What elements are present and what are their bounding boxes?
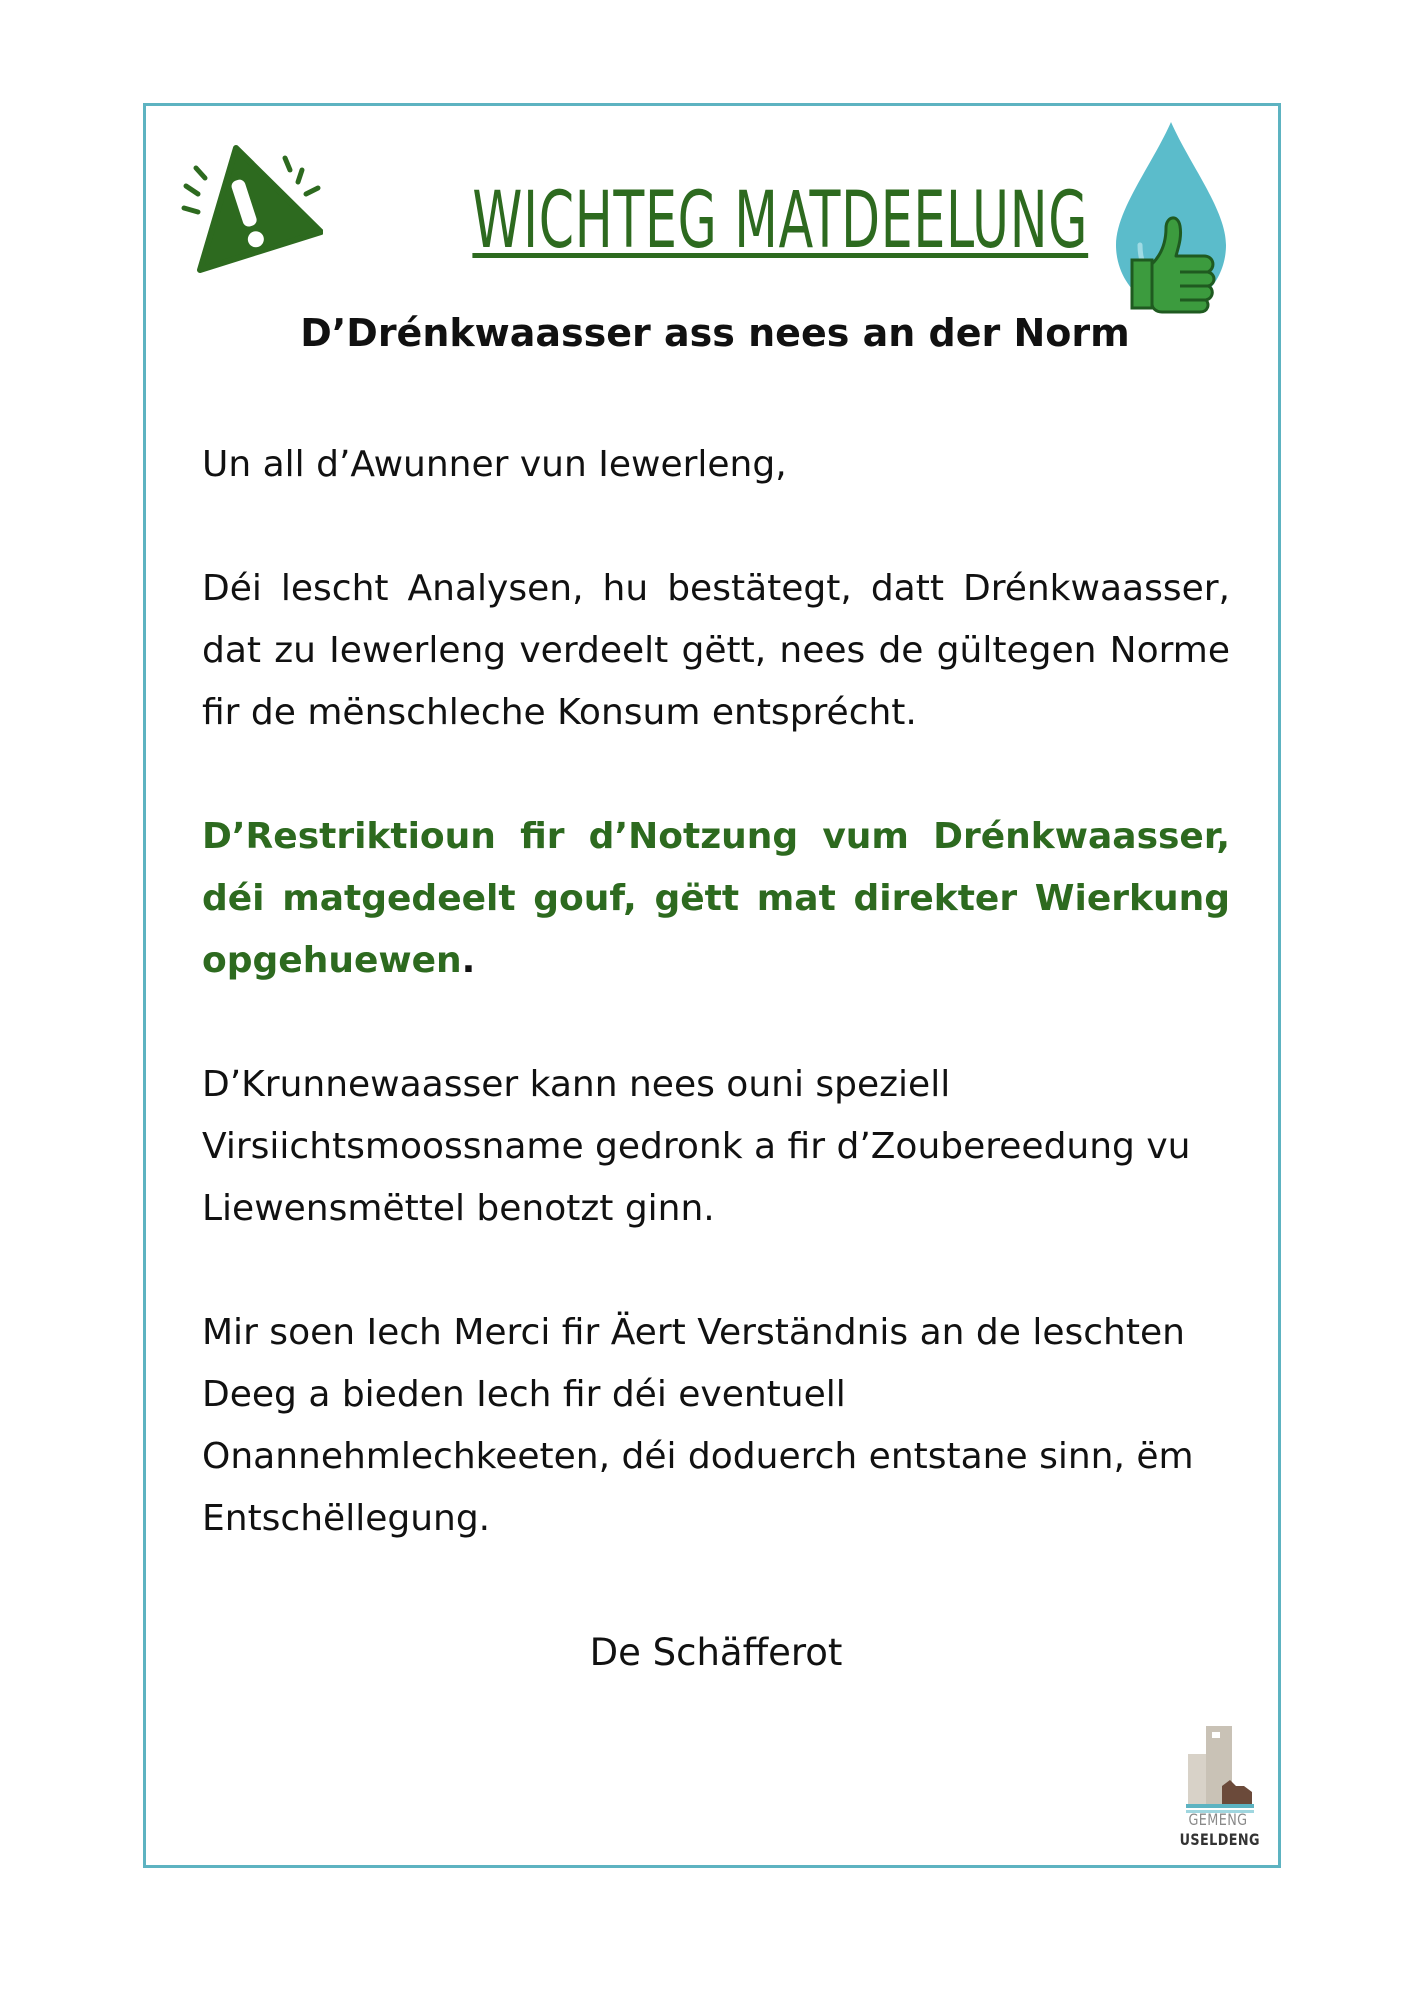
logo-text-gemeng: GEMENG bbox=[1188, 1810, 1248, 1829]
restriction-period: . bbox=[461, 940, 476, 981]
signature: De Schäfferot bbox=[589, 1631, 843, 1674]
greeting: Un all d’Awunner vun Iewerleng, bbox=[202, 444, 787, 485]
water-drop-thumbs-up-icon bbox=[1112, 120, 1230, 315]
paragraph-tap-water: D’Krunnewaasser kann nees ouni speziell Virsiichtsmoossname gedronk a fir d’Zoubereedung vu Liewensmëttel benotzt ginn. bbox=[202, 1064, 1191, 1229]
paragraph-analysis: Déi lescht Analysen, hu bestätegt, datt Drénkwaasser, dat zu Iewerleng verdeelt gëtt, nees de gültegen Norme fir de mënschleche Konsum entsprécht. bbox=[202, 568, 1230, 733]
restriction-highlight: D’Restriktioun fir d’Notzung vum Drénkwaasser, déi matgedeelt gouf, gëtt mat direkter Wierkung opgehuewen bbox=[202, 816, 1230, 981]
warning-triangle-icon bbox=[178, 140, 323, 275]
logo-text-useldeng: USELDENG bbox=[1179, 1830, 1260, 1849]
paragraph-thanks: Mir soen Iech Merci fir Äert Verständnis an de leschten Deeg a bieden Iech fir déi eventuell Onannehmlechkeeten, déi doduerch entstane sinn, ëm Entschëllegung. bbox=[202, 1312, 1194, 1539]
page-subtitle: D’Drénkwaasser ass nees an der Norm bbox=[300, 311, 1130, 355]
paragraph-restriction-lifted bbox=[202, 806, 1230, 992]
page-title: WICHTEG MATDEELUNG bbox=[472, 176, 1089, 266]
notice-body bbox=[202, 434, 1230, 1612]
